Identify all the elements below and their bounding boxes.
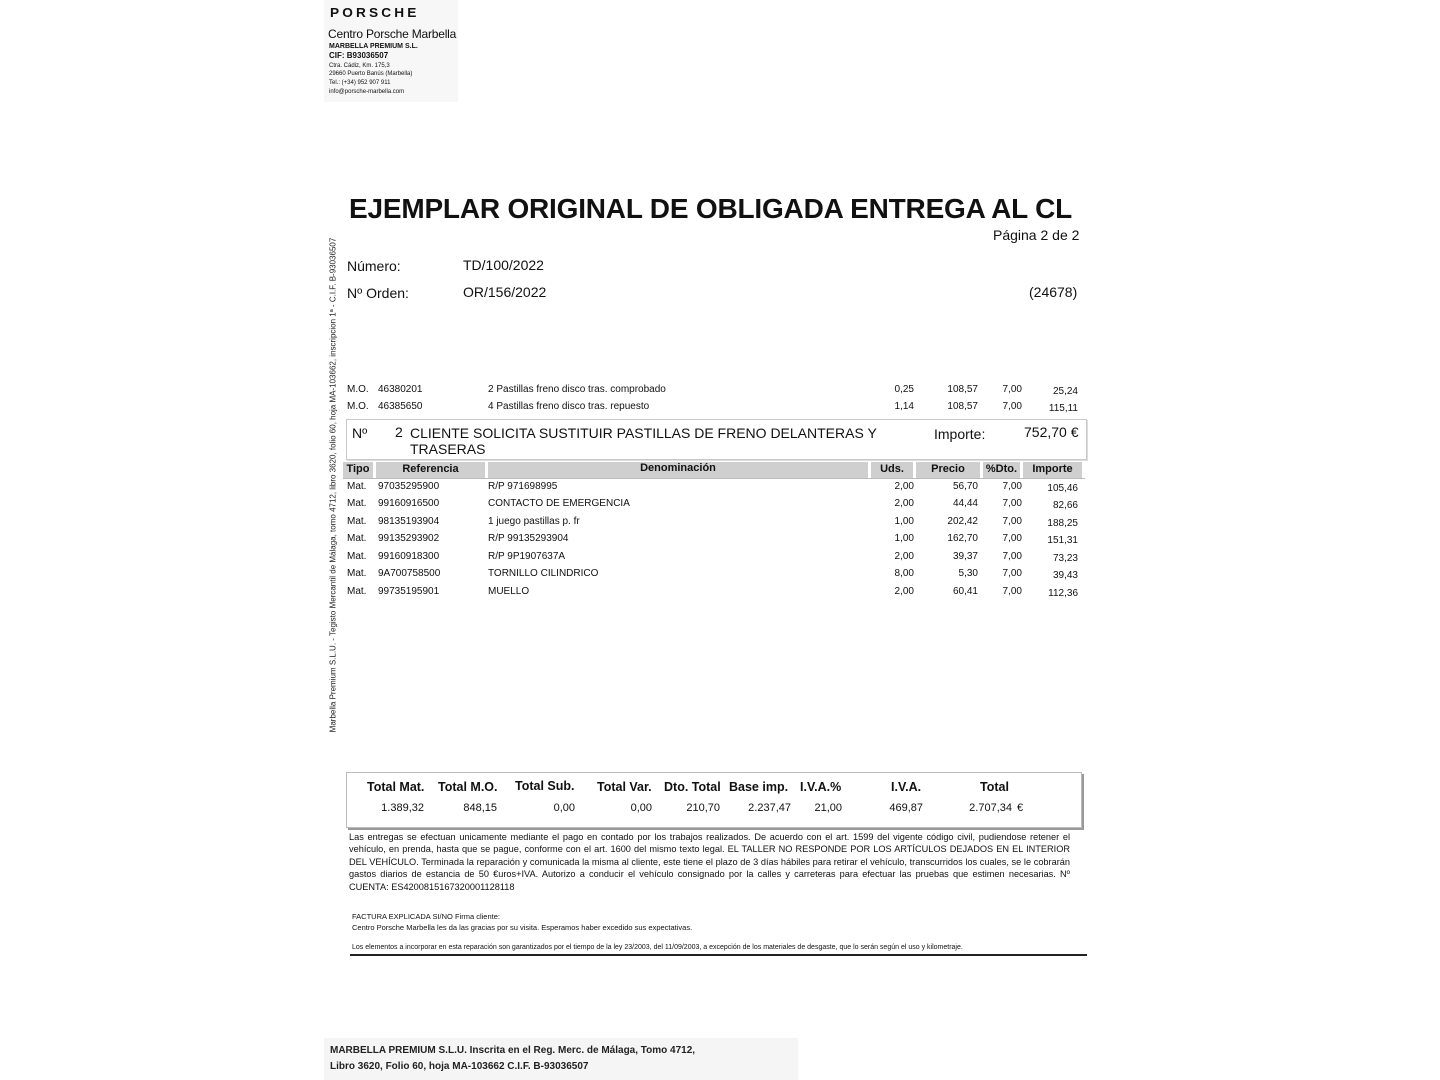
cell-tipo: Mat.	[347, 533, 367, 544]
cell-importe: 39,43	[1052, 570, 1078, 581]
cell-tipo: M.O.	[347, 384, 369, 395]
cell-importe: 188,25	[1047, 518, 1078, 529]
cell-dto: 7,00	[1002, 516, 1022, 527]
cell-referencia: 99735195901	[378, 586, 440, 597]
total-sub-value: 0,00	[553, 802, 575, 814]
total-value: 2.707,34	[969, 802, 1012, 814]
dto-total-value: 210,70	[686, 802, 720, 814]
cell-denominacion: 2 Pastillas freno disco tras. comprobado	[488, 384, 666, 395]
cell-precio: 39,37	[952, 551, 978, 562]
cell-denominacion: R/P 99135293904	[488, 533, 569, 544]
total-mo-header: Total M.O.	[438, 780, 498, 794]
terms-conditions: Las entregas se efectuan unicamente mediante el pago en contado por los trabajos realizados. De acuerdo con el art. 1599 del vigente código civil, pudiendose retener el vehículo, en prenda, hasta que se pague, conforme con el art. 1600 del mismo texto legal. EL TALLER NO RESPONDE POR LOS ARTÍCULOS DEJADOS EN EL INTERIOR DEL VEHÍCULO. Terminada la reparación y comunicada la misma al cliente, este tiene el plazo de 3 días hábiles para retirar el vehículo, transcurridos los cuales, se le cobrarán gastos diarios de estancia de 50 €uros+IVA. Autorizo a conducir el vehículo consignado por la calles y carreteras para efectuar las pruebas que estimen necesarias. Nº CUENTA: ES4200815167320001128118	[349, 832, 1070, 892]
column-header-denominacion: Denominación	[488, 462, 868, 479]
iva-percent-header: I.V.A.%	[800, 780, 842, 794]
cell-referencia: 99160918300	[378, 551, 440, 562]
table-row	[347, 568, 1087, 584]
table-row	[347, 551, 1087, 567]
numero-label: Número:	[347, 258, 401, 274]
table-row	[347, 533, 1087, 549]
cell-referencia: 46385650	[378, 401, 423, 412]
cell-precio: 5,30	[958, 568, 978, 579]
total-sub-header: Total Sub.	[515, 779, 575, 793]
cell-precio: 202,42	[947, 516, 978, 527]
cell-referencia: 97035295900	[378, 481, 440, 492]
table-row	[347, 384, 1087, 400]
cell-uds: 8,00	[894, 568, 914, 579]
cell-denominacion: 4 Pastillas freno disco tras. repuesto	[488, 401, 650, 412]
cell-uds: 2,00	[894, 551, 914, 562]
numero-value: TD/100/2022	[463, 257, 544, 273]
cell-dto: 7,00	[1002, 586, 1022, 597]
section-number-value: 2	[395, 424, 403, 440]
company-street: Ctra. Cádiz, Km. 175,3	[329, 63, 390, 69]
table-row	[347, 401, 1087, 417]
section-importe-value: 752,70 €	[1024, 424, 1079, 440]
cell-tipo: Mat.	[347, 516, 367, 527]
cell-importe: 151,31	[1047, 535, 1078, 546]
cell-uds: 1,00	[894, 516, 914, 527]
cell-tipo: Mat.	[347, 568, 367, 579]
iva-header: I.V.A.	[891, 780, 922, 794]
cell-dto: 7,00	[1002, 401, 1022, 412]
section-description: CLIENTE SOLICITA SUSTITUIR PASTILLAS DE FRENO DELANTERAS Y TRASERAS	[410, 425, 877, 457]
cell-denominacion: CONTACTO DE EMERGENCIA	[488, 498, 630, 509]
cell-precio: 44,44	[952, 498, 978, 509]
company-cif: CIF: B93036507	[329, 51, 389, 60]
cell-denominacion: MUELLO	[488, 586, 530, 597]
bottom-rule	[350, 954, 1087, 956]
cell-tipo: M.O.	[347, 401, 369, 412]
guarantee-notice: Los elementos a incorporar en esta reparación son garantizados por el tiempo de la ley 23/2003, del 11/09/2003, a excepción de los materiales de desgaste, que lo serán según el uso y kilometraje.	[352, 944, 963, 951]
column-header-referencia: Referencia	[376, 462, 485, 479]
company-email: info@porsche-marbella.com	[329, 89, 405, 95]
cell-dto: 7,00	[1002, 568, 1022, 579]
cell-importe: 115,11	[1048, 403, 1078, 414]
cell-referencia: 9A700758500	[378, 568, 441, 579]
cell-denominacion: 1 juego pastillas p. fr	[488, 516, 580, 527]
cell-dto: 7,00	[1002, 551, 1022, 562]
section-importe-label: Importe:	[934, 426, 986, 442]
cell-importe: 112,36	[1048, 588, 1078, 599]
cell-dto: 7,00	[1002, 498, 1022, 509]
column-header-tipo: Tipo	[343, 462, 373, 479]
cell-referencia: 46380201	[378, 384, 423, 395]
cell-uds: 2,00	[894, 586, 914, 597]
reference-number: (24678)	[1029, 284, 1078, 300]
cell-dto: 7,00	[1002, 533, 1022, 544]
cell-tipo: Mat.	[347, 498, 367, 509]
cell-referencia: 99160916500	[378, 498, 440, 509]
cell-tipo: Mat.	[347, 586, 367, 597]
cell-importe: 73,23	[1052, 553, 1078, 564]
base-imp-value: 2.237,47	[748, 802, 791, 814]
cell-precio: 108,57	[947, 401, 978, 412]
dto-total-header: Dto. Total	[664, 780, 721, 794]
cell-dto: 7,00	[1002, 481, 1022, 492]
cell-denominacion: R/P 971698995	[488, 481, 558, 492]
total-var-value: 0,00	[630, 802, 652, 814]
cell-denominacion: TORNILLO CILINDRICO	[488, 568, 599, 579]
center-name: Centro Porsche Marbella	[328, 27, 457, 41]
cell-uds: 2,00	[894, 481, 914, 492]
total-mat-value: 1.389,32	[381, 802, 424, 814]
cell-importe: 105,46	[1047, 483, 1078, 494]
cell-tipo: Mat.	[347, 481, 367, 492]
orden-value: OR/156/2022	[463, 284, 547, 300]
total-mo-value: 848,15	[463, 802, 497, 814]
cell-denominacion: R/P 9P1907637A	[488, 551, 566, 562]
total-var-header: Total Var.	[597, 780, 652, 794]
column-header-dto: %Dto.	[983, 462, 1020, 479]
company-postal: 29660 Puerto Banús (Marbella)	[329, 71, 413, 77]
iva-value: 469,87	[889, 802, 923, 814]
cell-precio: 56,70	[952, 481, 978, 492]
cell-referencia: 99135293902	[378, 533, 440, 544]
cell-uds: 0,25	[894, 384, 914, 395]
page-indicator: Página 2 de 2	[993, 227, 1080, 243]
factura-explicada-line: FACTURA EXPLICADA SI/NO Firma cliente:	[352, 912, 500, 921]
section-number-label: Nº	[352, 425, 368, 441]
company-name: MARBELLA PREMIUM S.L.	[329, 43, 418, 50]
cell-importe: 25,24	[1052, 386, 1078, 397]
total-mat-header: Total Mat.	[367, 780, 425, 794]
cell-precio: 108,57	[947, 384, 978, 395]
table-row	[347, 516, 1087, 532]
cell-precio: 162,70	[947, 533, 978, 544]
header-divider	[343, 478, 1085, 479]
orden-label: Nº Orden:	[347, 285, 409, 301]
table-row	[347, 586, 1087, 602]
iva-percent-value: 21,00	[814, 802, 842, 814]
column-header-precio: Precio	[916, 462, 980, 479]
cell-uds: 1,00	[894, 533, 914, 544]
cell-importe: 82,66	[1052, 500, 1078, 511]
company-phone: Tel.: (+34) 952 907 911	[329, 80, 391, 86]
document-title: EJEMPLAR ORIGINAL DE OBLIGADA ENTREGA AL CL	[349, 193, 1073, 224]
cell-tipo: Mat.	[347, 551, 367, 562]
total-header: Total	[980, 780, 1009, 794]
registry-vertical-text: Marbella Premium S.L.U. - Tegisto Mercantil de Málaga, tomo 4712, libro 3620, folio 60, hoja MA-103662, inscripcion 1ª - C.I.F. B-93036507	[328, 237, 338, 733]
cell-referencia: 98135193904	[378, 516, 440, 527]
cell-uds: 2,00	[894, 498, 914, 509]
cell-uds: 1,14	[894, 401, 914, 412]
cell-precio: 60,41	[952, 586, 978, 597]
base-imp-header: Base imp.	[729, 780, 789, 794]
table-row	[347, 498, 1087, 514]
footer-registry-line2: Libro 3620, Folio 60, hoja MA-103662 C.I.F. B-93036507	[330, 1061, 589, 1072]
cell-dto: 7,00	[1002, 384, 1022, 395]
currency-symbol: €	[1017, 802, 1024, 814]
brand-logo: PORSCHE	[330, 5, 420, 20]
thanks-message: Centro Porsche Marbella les da las gracias por su visita. Esperamos haber excedido sus expectativas.	[352, 923, 693, 932]
footer-registry-line1: MARBELLA PREMIUM S.L.U. Inscrita en el Reg. Merc. de Málaga, Tomo 4712,	[330, 1045, 696, 1056]
column-header-uds: Uds.	[871, 462, 913, 479]
column-header-importe: Importe	[1023, 462, 1082, 479]
table-row	[347, 481, 1087, 497]
